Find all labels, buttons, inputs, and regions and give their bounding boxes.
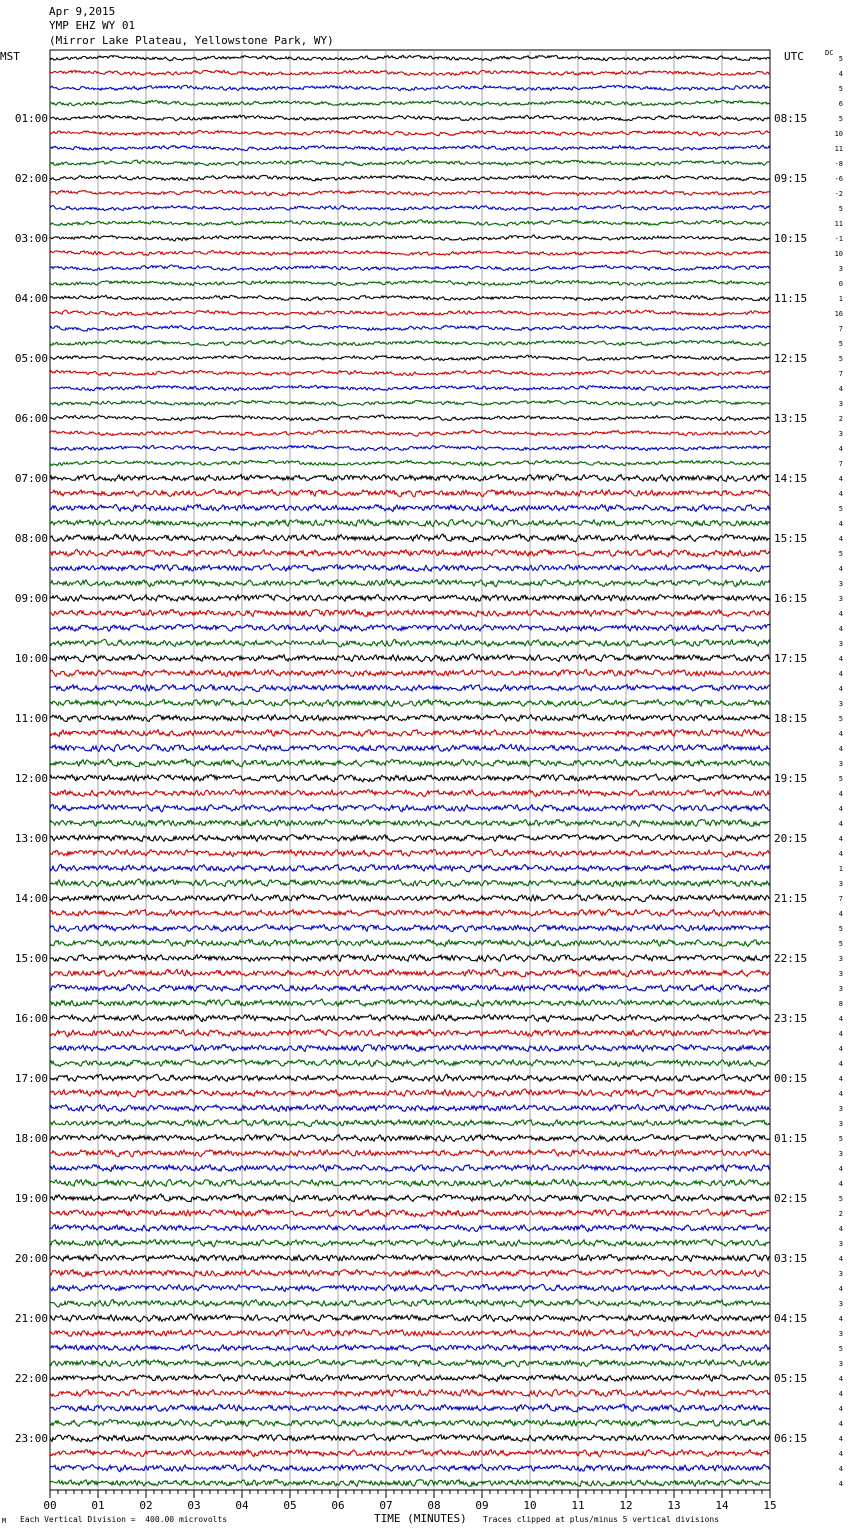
mst-hour-label: 22:00: [14, 1372, 48, 1385]
dc-offset-value: 3: [838, 1105, 843, 1113]
mst-hour-label: 15:00: [14, 952, 48, 965]
x-tick-label: 15: [763, 1499, 777, 1512]
trace-row: [50, 654, 770, 662]
dc-offset-value: 7: [838, 895, 843, 903]
dc-offset-value: 2: [838, 1210, 843, 1218]
x-tick-label: 10: [523, 1499, 537, 1512]
dc-offset-value: 3: [838, 1240, 843, 1248]
trace-row: [50, 864, 770, 872]
dc-offset-value: 5: [838, 1135, 843, 1143]
dc-offset-value: 3: [838, 430, 843, 438]
x-tick-label: 11: [571, 1499, 585, 1512]
dc-offset-value: 11: [834, 220, 843, 228]
trace-row: [50, 1255, 770, 1262]
dc-offset-value: 3: [838, 400, 843, 408]
trace-row: [50, 355, 770, 360]
dc-offset-value: 4: [838, 1180, 843, 1188]
dc-offset-value: 3: [838, 1300, 843, 1308]
trace-row: [50, 130, 770, 135]
trace-row: [50, 595, 770, 602]
trace-row: [50, 400, 770, 406]
dc-offset-header: DC: [825, 49, 834, 57]
right-timezone-label: UTC: [784, 50, 804, 63]
x-tick-label: 08: [427, 1499, 441, 1512]
trace-row: [50, 1344, 770, 1351]
x-tick-label: 12: [619, 1499, 633, 1512]
trace-row: [50, 820, 770, 827]
trace-row: [50, 235, 770, 241]
mst-hour-label: 06:00: [14, 412, 48, 425]
dc-offset-value: 4: [838, 655, 843, 663]
dc-offset-value: 5: [838, 550, 843, 558]
trace-row: [50, 55, 770, 61]
dc-offset-value: -8: [834, 160, 843, 168]
footer-mark: M: [2, 1517, 7, 1525]
trace-row: [50, 925, 770, 932]
trace-row: [50, 534, 770, 542]
dc-offset-value: 3: [838, 985, 843, 993]
trace-row: [50, 955, 770, 962]
dc-offset-value: 4: [838, 610, 843, 618]
trace-row: [50, 145, 770, 150]
mst-hour-label: 20:00: [14, 1252, 48, 1265]
utc-hour-label: 08:15: [774, 112, 808, 125]
mst-hour-label: 16:00: [14, 1012, 48, 1025]
dc-offset-value: 4: [838, 1285, 843, 1293]
trace-row: [50, 504, 770, 511]
utc-hour-label: 04:15: [774, 1312, 808, 1325]
trace-row: [50, 610, 770, 617]
x-axis: [43, 1490, 776, 1512]
utc-hour-label: 06:15: [774, 1432, 808, 1445]
dc-offset-value: 4: [838, 1435, 843, 1443]
dc-offset-value: 3: [838, 880, 843, 888]
dc-offset-value: 3: [838, 1330, 843, 1338]
dc-offset-value: 3: [838, 970, 843, 978]
dc-offset-value: 5: [838, 55, 843, 63]
dc-offset-value: 0: [838, 280, 843, 288]
mst-hour-label: 09:00: [14, 592, 48, 605]
trace-row: [50, 805, 770, 812]
dc-offset-value: 4: [838, 1465, 843, 1473]
trace-row: [50, 325, 770, 331]
trace-row: [50, 909, 770, 916]
trace-row: [50, 220, 770, 226]
dc-offset-value: 4: [838, 1420, 843, 1428]
trace-row: [50, 1045, 770, 1052]
trace-row: [50, 1059, 770, 1066]
dc-offset-value: 4: [838, 520, 843, 528]
trace-row: [50, 100, 770, 106]
dc-offset-value: 5: [838, 505, 843, 513]
dc-offset-value: 4: [838, 1165, 843, 1173]
left-timezone-label: MST: [0, 50, 20, 63]
trace-row: [50, 624, 770, 631]
dc-offset-value: 4: [838, 1255, 843, 1263]
dc-offset-value: 4: [838, 475, 843, 483]
trace-row: [50, 744, 770, 751]
dc-offset-value: 4: [838, 1480, 843, 1488]
mst-hour-label: 08:00: [14, 532, 48, 545]
trace-row: [50, 849, 770, 856]
mst-hour-label: 10:00: [14, 652, 48, 665]
trace-row: [50, 1374, 770, 1381]
mst-hour-label: 07:00: [14, 472, 48, 485]
dc-offset-value: 4: [838, 820, 843, 828]
dc-offset-value: 4: [838, 1015, 843, 1023]
dc-offset-value: 3: [838, 580, 843, 588]
trace-row: [50, 984, 770, 991]
trace-row: [50, 1209, 770, 1217]
dc-offset-value: 4: [838, 1045, 843, 1053]
trace-row: [50, 295, 770, 301]
trace-row: [50, 1030, 770, 1037]
dc-offset-value: 3: [838, 1360, 843, 1368]
trace-row: [50, 1465, 770, 1472]
dc-offset-value: 5: [838, 115, 843, 123]
x-tick-label: 00: [43, 1499, 57, 1512]
trace-row: [50, 175, 770, 181]
utc-hour-label: 18:15: [774, 712, 808, 725]
dc-offset-value: 4: [838, 685, 843, 693]
dc-offset-value: 5: [838, 1345, 843, 1353]
dc-offset-value: 3: [838, 1270, 843, 1278]
dc-offset-value: 1: [838, 295, 843, 303]
clip-note: Traces clipped at plus/minus 5 vertical divisions: [483, 1515, 720, 1524]
trace-row: [50, 1165, 770, 1172]
trace-row: [50, 999, 770, 1006]
utc-hour-label: 16:15: [774, 592, 808, 605]
trace-row: [50, 669, 770, 676]
utc-hour-label: 13:15: [774, 412, 808, 425]
trace-row: [50, 714, 770, 721]
trace-row: [50, 1314, 770, 1322]
trace-row: [50, 580, 770, 587]
dc-offset-value: 4: [838, 670, 843, 678]
mst-hour-label: 23:00: [14, 1432, 48, 1445]
dc-offset-value: 4: [838, 1090, 843, 1098]
dc-offset-value: 4: [838, 730, 843, 738]
dc-offset-value: 7: [838, 460, 843, 468]
dc-offset-value: 3: [838, 640, 843, 648]
dc-offset-value: 4: [838, 1315, 843, 1323]
dc-offset-value: 4: [838, 70, 843, 78]
dc-offset-value: 3: [838, 700, 843, 708]
dc-offset-value: 4: [838, 850, 843, 858]
trace-row: [50, 1089, 770, 1097]
dc-offset-value: 4: [838, 385, 843, 393]
trace-row: [50, 490, 770, 497]
plot-date: Apr 9,2015: [49, 5, 116, 18]
trace-row: [50, 385, 770, 390]
trace-row: [50, 1434, 770, 1442]
trace-row: [50, 1284, 770, 1291]
trace-row: [50, 1360, 770, 1367]
trace-row: [50, 969, 770, 977]
trace-row: [50, 1299, 770, 1307]
utc-hour-label: 11:15: [774, 292, 808, 305]
dc-offset-value: 10: [834, 130, 843, 138]
mst-hour-label: 03:00: [14, 232, 48, 245]
dc-offset-value: 4: [838, 1075, 843, 1083]
dc-offset-value: 1: [838, 865, 843, 873]
trace-row: [50, 730, 770, 737]
trace-row: [50, 1074, 770, 1081]
trace-row: [50, 1015, 770, 1022]
utc-hour-label: 03:15: [774, 1252, 808, 1265]
trace-row: [50, 639, 770, 646]
trace-row: [50, 685, 770, 692]
trace-row: [50, 190, 770, 195]
trace-row: [50, 939, 770, 946]
dc-offset-value: 5: [838, 340, 843, 348]
mst-hour-label: 04:00: [14, 292, 48, 305]
trace-row: [50, 474, 770, 481]
mst-hour-label: 13:00: [14, 832, 48, 845]
dc-offset-value: 4: [838, 445, 843, 453]
dc-offset-value: 3: [838, 595, 843, 603]
trace-row: [50, 1240, 770, 1247]
dc-offset-value: 5: [838, 925, 843, 933]
x-tick-label: 07: [379, 1499, 393, 1512]
trace-row: [50, 699, 770, 706]
x-tick-label: 13: [667, 1499, 681, 1512]
utc-hour-label: 21:15: [774, 892, 808, 905]
mst-hour-label: 14:00: [14, 892, 48, 905]
dc-offset-value: 4: [838, 790, 843, 798]
dc-offset-value: -2: [834, 190, 843, 198]
dc-offset-value: 3: [838, 955, 843, 963]
dc-offset-value: 4: [838, 1030, 843, 1038]
trace-row: [50, 415, 770, 421]
x-tick-label: 14: [715, 1499, 729, 1512]
mst-hour-label: 17:00: [14, 1072, 48, 1085]
dc-offset-value: 11: [834, 145, 843, 153]
trace-row: [50, 1134, 770, 1141]
trace-row: [50, 1225, 770, 1232]
dc-offset-value: 4: [838, 565, 843, 573]
x-axis-title: TIME (MINUTES): [374, 1512, 467, 1525]
x-tick-label: 06: [331, 1499, 345, 1512]
mst-hour-label: 01:00: [14, 112, 48, 125]
utc-hour-label: 20:15: [774, 832, 808, 845]
mst-hour-label: 12:00: [14, 772, 48, 785]
utc-hour-label: 01:15: [774, 1132, 808, 1145]
label-group: [15, 55, 843, 1488]
trace-row: [50, 1450, 770, 1457]
dc-offset-value: 4: [838, 1450, 843, 1458]
trace-row: [50, 1269, 770, 1276]
mst-hour-label: 05:00: [14, 352, 48, 365]
trace-row: [50, 205, 770, 210]
dc-offset-value: 8: [838, 1000, 843, 1008]
trace-row: [50, 550, 770, 557]
utc-hour-label: 14:15: [774, 472, 808, 485]
dc-offset-value: 4: [838, 805, 843, 813]
trace-row: [50, 894, 770, 901]
dc-offset-value: 4: [838, 745, 843, 753]
dc-offset-value: 7: [838, 370, 843, 378]
trace-row: [50, 1404, 770, 1412]
utc-hour-label: 09:15: [774, 172, 808, 185]
dc-offset-value: 3: [838, 760, 843, 768]
dc-offset-value: 2: [838, 415, 843, 423]
trace-row: [50, 759, 770, 767]
utc-hour-label: 12:15: [774, 352, 808, 365]
dc-offset-value: 4: [838, 1060, 843, 1068]
station-location: (Mirror Lake Plateau, Yellowstone Park, WY): [49, 34, 334, 47]
trace-row: [50, 1149, 770, 1156]
x-tick-label: 01: [91, 1499, 105, 1512]
trace-group: [50, 55, 770, 1486]
trace-row: [50, 310, 770, 316]
utc-hour-label: 02:15: [774, 1192, 808, 1205]
dc-offset-value: 4: [838, 835, 843, 843]
trace-row: [50, 85, 770, 91]
utc-hour-label: 17:15: [774, 652, 808, 665]
trace-row: [50, 1179, 770, 1186]
dc-offset-value: 4: [838, 1225, 843, 1233]
trace-row: [50, 160, 770, 166]
utc-hour-label: 00:15: [774, 1072, 808, 1085]
trace-row: [50, 1329, 770, 1336]
trace-row: [50, 340, 770, 345]
dc-offset-value: 3: [838, 1150, 843, 1158]
trace-row: [50, 460, 770, 465]
dc-offset-value: 10: [834, 250, 843, 258]
trace-row: [50, 790, 770, 797]
dc-offset-value: 4: [838, 1405, 843, 1413]
dc-offset-value: 5: [838, 775, 843, 783]
dc-offset-value: 5: [838, 355, 843, 363]
trace-row: [50, 115, 770, 121]
trace-row: [50, 1390, 770, 1397]
trace-row: [50, 1104, 770, 1111]
trace-row: [50, 879, 770, 887]
mst-hour-label: 19:00: [14, 1192, 48, 1205]
trace-row: [50, 370, 770, 376]
trace-row: [50, 445, 770, 451]
dc-offset-value: 5: [838, 715, 843, 723]
station-code: YMP EHZ WY 01: [49, 19, 136, 32]
trace-row: [50, 834, 770, 841]
dc-offset-value: 4: [838, 910, 843, 918]
x-tick-label: 02: [139, 1499, 153, 1512]
dc-offset-value: 4: [838, 535, 843, 543]
trace-row: [50, 564, 770, 571]
trace-row: [50, 430, 770, 436]
trace-row: [50, 265, 770, 271]
utc-hour-label: 23:15: [774, 1012, 808, 1025]
trace-row: [50, 251, 770, 256]
utc-hour-label: 10:15: [774, 232, 808, 245]
dc-offset-value: 5: [838, 85, 843, 93]
trace-row: [50, 1120, 770, 1127]
dc-offset-value: 5: [838, 940, 843, 948]
utc-hour-label: 22:15: [774, 952, 808, 965]
dc-offset-value: 4: [838, 490, 843, 498]
mst-hour-label: 02:00: [14, 172, 48, 185]
dc-offset-value: 5: [838, 1195, 843, 1203]
x-tick-label: 05: [283, 1499, 297, 1512]
trace-row: [50, 1480, 770, 1487]
trace-row: [50, 1419, 770, 1426]
trace-row: [50, 774, 770, 782]
x-tick-label: 03: [187, 1499, 201, 1512]
dc-offset-value: 4: [838, 625, 843, 633]
dc-offset-value: 16: [834, 310, 843, 318]
mst-hour-label: 11:00: [14, 712, 48, 725]
x-tick-label: 09: [475, 1499, 489, 1512]
dc-offset-value: 4: [838, 1375, 843, 1383]
dc-offset-value: 5: [838, 205, 843, 213]
trace-row: [50, 70, 770, 75]
dc-offset-value: 6: [838, 100, 843, 108]
dc-offset-value: 3: [838, 265, 843, 273]
mst-hour-label: 21:00: [14, 1312, 48, 1325]
utc-hour-label: 15:15: [774, 532, 808, 545]
dc-offset-value: -1: [834, 235, 843, 243]
trace-row: [50, 280, 770, 285]
dc-offset-value: -6: [834, 175, 843, 183]
utc-hour-label: 19:15: [774, 772, 808, 785]
trace-row: [50, 1194, 770, 1202]
trace-row: [50, 520, 770, 527]
dc-offset-value: 3: [838, 1120, 843, 1128]
vertical-scale-note: Each Vertical Division = 400.00 microvolts: [20, 1515, 228, 1524]
mst-hour-label: 18:00: [14, 1132, 48, 1145]
utc-hour-label: 05:15: [774, 1372, 808, 1385]
dc-offset-value: 7: [838, 325, 843, 333]
dc-offset-value: 4: [838, 1390, 843, 1398]
x-tick-label: 04: [235, 1499, 249, 1512]
